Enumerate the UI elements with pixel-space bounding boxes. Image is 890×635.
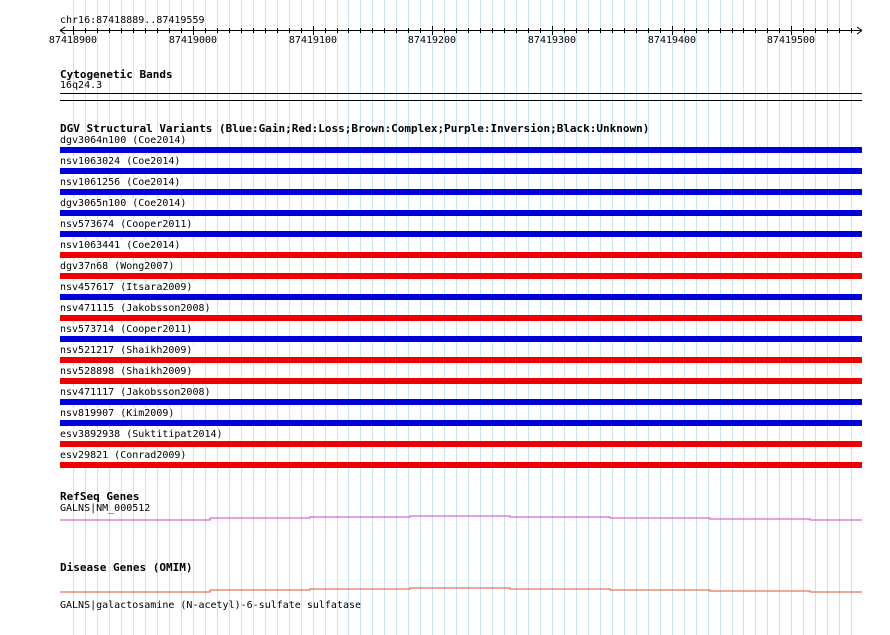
dgv-variant-label[interactable]: nsv1063024 (Coe2014) — [60, 156, 181, 167]
dgv-variant-label[interactable]: nsv573714 (Cooper2011) — [60, 324, 193, 335]
omim-gene-label[interactable]: GALNS|galactosamine (N-acetyl)-6-sulfate sulfatase — [60, 600, 362, 611]
dgv-variant-bar[interactable] — [60, 378, 862, 384]
dgv-variant-bar[interactable] — [60, 231, 862, 237]
refseq-gene-label[interactable]: GALNS|NM_000512 — [60, 503, 151, 514]
dgv-variant-bar[interactable] — [60, 336, 862, 342]
dgv-variant-bar[interactable] — [60, 420, 862, 426]
dgv-variant-label[interactable]: nsv528898 (Shaikh2009) — [60, 366, 193, 377]
dgv-variant-label[interactable]: nsv457617 (Itsara2009) — [60, 282, 193, 293]
dgv-variant-label[interactable]: esv29821 (Conrad2009) — [60, 450, 187, 461]
dgv-variant-label[interactable]: nsv521217 (Shaikh2009) — [60, 345, 193, 356]
dgv-variant-bar[interactable] — [60, 168, 862, 174]
ruler-tick-label: 87419300 — [527, 35, 577, 46]
ruler-tick-label: 87419400 — [647, 35, 697, 46]
dgv-variant-label[interactable]: nsv819907 (Kim2009) — [60, 408, 175, 419]
ruler-tick-label: 87418900 — [48, 35, 98, 46]
dgv-variant-bar[interactable] — [60, 252, 862, 258]
dgv-variant-label[interactable]: esv3892938 (Suktitipat2014) — [60, 429, 223, 440]
dgv-variant-label[interactable]: nsv1063441 (Coe2014) — [60, 240, 181, 251]
dgv-variant-bar[interactable] — [60, 315, 862, 321]
cytoband-line-bottom — [60, 100, 862, 101]
dgv-variant-bar[interactable] — [60, 357, 862, 363]
dgv-variant-bar[interactable] — [60, 441, 862, 447]
ruler-tick-label: 87419000 — [168, 35, 218, 46]
dgv-variant-label[interactable]: nsv1061256 (Coe2014) — [60, 177, 181, 188]
dgv-variant-label[interactable]: dgv37n68 (Wong2007) — [60, 261, 175, 272]
dgv-variant-label[interactable]: nsv471115 (Jakobsson2008) — [60, 303, 211, 314]
region-label: chr16:87418889..87419559 — [60, 15, 205, 26]
ruler-tick-label: 87419500 — [766, 35, 816, 46]
dgv-variant-bar[interactable] — [60, 189, 862, 195]
ruler-tick-label: 87419100 — [288, 35, 338, 46]
cytoband-label: 16q24.3 — [60, 80, 103, 91]
dgv-variant-label[interactable]: nsv471117 (Jakobsson2008) — [60, 387, 211, 398]
cytoband-track-title: Cytogenetic Bands — [60, 68, 173, 81]
cytoband-line-top — [60, 93, 862, 94]
dgv-variant-bar[interactable] — [60, 294, 862, 300]
refseq-track-title: RefSeq Genes — [60, 490, 140, 503]
dgv-variant-bar[interactable] — [60, 210, 862, 216]
dgv-variant-label[interactable]: dgv3064n100 (Coe2014) — [60, 135, 187, 146]
dgv-variant-bar[interactable] — [60, 462, 862, 468]
dgv-variant-bar[interactable] — [60, 147, 862, 153]
dgv-track-title: DGV Structural Variants (Blue:Gain;Red:Loss;Brown:Complex;Purple:Inversion;Black:Unknown) — [60, 122, 650, 135]
dgv-variant-bar[interactable] — [60, 273, 862, 279]
dgv-variant-label[interactable]: nsv573674 (Cooper2011) — [60, 219, 193, 230]
dgv-variant-bar[interactable] — [60, 399, 862, 405]
omim-track-title: Disease Genes (OMIM) — [60, 561, 193, 574]
dgv-variant-label[interactable]: dgv3065n100 (Coe2014) — [60, 198, 187, 209]
ruler-tick-label: 87419200 — [407, 35, 457, 46]
